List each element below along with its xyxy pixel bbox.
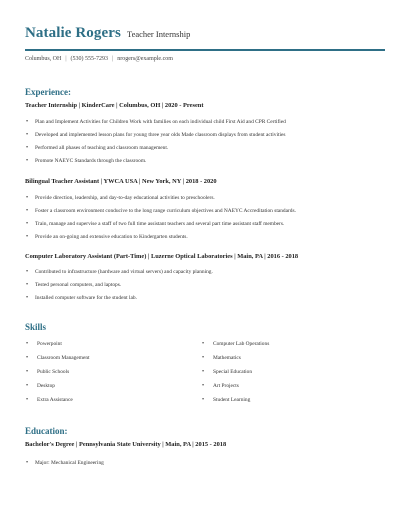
list-item: • Foster a classroom environment conducive to the long range curriculum objectives and NAEYC Accreditation standards. bbox=[25, 207, 296, 220]
skill-item: • Desktop bbox=[25, 382, 90, 396]
skills-list-left bbox=[25, 340, 90, 410]
skills-section-title: Skills bbox=[25, 322, 47, 332]
name-row bbox=[25, 25, 385, 42]
skill-item: • Student Learning bbox=[201, 396, 269, 410]
candidate-headline: Teacher Internship bbox=[126, 29, 191, 39]
job-bullets bbox=[25, 194, 296, 246]
skill-item: • Computer Lab Operations bbox=[201, 340, 269, 354]
list-item: • Major: Mechanical Engineering bbox=[25, 459, 104, 467]
list-item: • Installed computer software for the student lab. bbox=[25, 294, 213, 307]
contact-line bbox=[25, 56, 173, 62]
skill-item: • Art Projects bbox=[201, 382, 269, 396]
list-item: • Train, manage and supervise a staff of two full time assistant teachers and several part time assistant staff members. bbox=[25, 220, 296, 233]
skill-item: • Powerpoint bbox=[25, 340, 90, 354]
contact-phone: (530) 555-7293 bbox=[70, 56, 109, 62]
list-item: • Contributed to infrastructure (hardware and virtual servers) and capacity planning. bbox=[25, 268, 213, 281]
skill-item: • Classroom Management bbox=[25, 354, 90, 368]
list-item: • Performed all phases of teaching and classroom management. bbox=[25, 144, 286, 157]
contact-location: Columbus, OH bbox=[25, 56, 62, 62]
skill-item: • Extra Assistance bbox=[25, 396, 90, 410]
job-bullets bbox=[25, 268, 213, 307]
list-item: • Promote NAEYC Standards through the classroom. bbox=[25, 157, 286, 170]
contact-email: nrogers@example.com bbox=[117, 56, 173, 62]
skills-list-right bbox=[201, 340, 269, 410]
education-bullets bbox=[25, 459, 104, 467]
job-bullets bbox=[25, 118, 286, 170]
experience-section-title: Experience: bbox=[25, 87, 71, 97]
contact-separator: | bbox=[65, 56, 67, 62]
header-divider bbox=[25, 49, 385, 51]
list-item: • Tested personal computers, and laptops. bbox=[25, 281, 213, 294]
job-heading: Computer Laboratory Assistant (Part-Time) | Luzerne Optical Laboratories | Main, PA | 2016 - 2018 bbox=[25, 253, 299, 260]
skill-item: • Special Education bbox=[201, 368, 269, 382]
resume-header bbox=[25, 25, 385, 42]
list-item: • Provide an on-going and extensive education to Kindergarten students. bbox=[25, 233, 296, 246]
list-item: • Provide direction, leadership, and day-to-day educational activities to preschoolers. bbox=[25, 194, 296, 207]
skill-item: • Public Schools bbox=[25, 368, 90, 382]
list-item: • Developed and implemented lesson plans for young three year olds Made classroom displays from student activities bbox=[25, 131, 286, 144]
degree-heading: Bachelor's Degree | Pennsylvania State University | Main, PA | 2015 - 2018 bbox=[25, 441, 227, 448]
job-heading: Teacher Internship | KinderCare | Columbus, OH | 2020 - Present bbox=[25, 102, 204, 109]
list-item: • Plan and Implement Activities for Children Work with families on each individual child First Aid and CPR Certified bbox=[25, 118, 286, 131]
contact-separator: | bbox=[112, 56, 114, 62]
skill-item: • Mathematics bbox=[201, 354, 269, 368]
job-heading: Bilingual Teacher Assistant | YWCA USA | New York, NY | 2018 - 2020 bbox=[25, 178, 217, 185]
candidate-name: Natalie Rogers bbox=[25, 25, 121, 41]
education-section-title: Education: bbox=[25, 426, 68, 436]
